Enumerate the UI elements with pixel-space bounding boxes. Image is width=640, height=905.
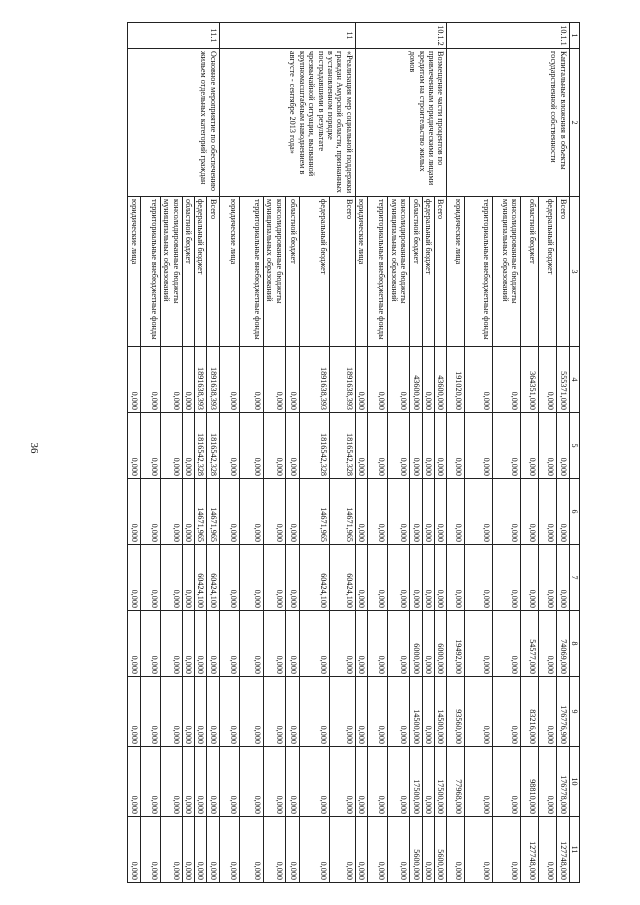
- amount-cell: 43600,000: [434, 347, 446, 413]
- funding-source-label: консолидированные бюджеты муниципальных образований: [493, 197, 521, 347]
- amount-cell: 0,000: [239, 545, 263, 611]
- amount-cell: 0,000: [539, 545, 557, 611]
- row-code: 10.1.2: [355, 23, 447, 49]
- amount-cell: 0,000: [140, 817, 160, 883]
- funding-source-label: консолидированные бюджеты муниципальных образований: [263, 197, 285, 347]
- amount-cell: 0,000: [388, 347, 410, 413]
- amount-cell: 5600,000: [434, 817, 446, 883]
- header-row: [569, 23, 579, 883]
- amount-cell: 0,000: [422, 677, 434, 747]
- amount-cell: 0,000: [285, 545, 299, 611]
- amount-cell: 0,000: [285, 677, 299, 747]
- amount-cell: 0,000: [239, 611, 263, 677]
- amount-cell: 0,000: [493, 347, 521, 413]
- amount-cell: 0,000: [447, 413, 465, 479]
- amount-cell: 0,000: [128, 545, 140, 611]
- row-code: 10.1.1: [447, 23, 569, 49]
- amount-cell: 1816542,328: [299, 413, 329, 479]
- amount-cell: 0,000: [239, 817, 263, 883]
- amount-cell: 0,000: [285, 611, 299, 677]
- funding-source-label: юридические лица: [447, 197, 465, 347]
- amount-cell: 0,000: [539, 677, 557, 747]
- amount-cell: 43600,000: [410, 347, 422, 413]
- funding-source-label: территориальные внебюджетные фонды: [465, 197, 493, 347]
- amount-cell: 14671,965: [207, 479, 219, 545]
- amount-cell: 0,000: [465, 347, 493, 413]
- amount-cell: 0,000: [160, 413, 182, 479]
- amount-cell: 0,000: [128, 817, 140, 883]
- amount-cell: 14671,965: [195, 479, 207, 545]
- amount-cell: 0,000: [521, 479, 539, 545]
- amount-cell: 0,000: [285, 817, 299, 883]
- amount-cell: 0,000: [355, 413, 367, 479]
- funding-source-label: федеральный бюджет: [299, 197, 329, 347]
- amount-cell: 0,000: [263, 747, 285, 817]
- amount-cell: 555371,000: [557, 347, 569, 413]
- activity-title: Капитальные вложения в объекты государственной собственности: [447, 49, 569, 197]
- amount-cell: 0,000: [521, 545, 539, 611]
- amount-cell: 77968,000: [447, 747, 465, 817]
- amount-cell: 0,000: [140, 611, 160, 677]
- amount-cell: 17500,000: [434, 747, 446, 817]
- amount-cell: 19492,000: [447, 611, 465, 677]
- amount-cell: 1891638,393: [207, 347, 219, 413]
- amount-cell: 0,000: [160, 479, 182, 545]
- amount-cell: 0,000: [557, 479, 569, 545]
- amount-cell: 0,000: [219, 413, 239, 479]
- amount-cell: 0,000: [160, 817, 182, 883]
- funding-source-label: Всего: [329, 197, 355, 347]
- funding-source-label: консолидированные бюджеты муниципальных образований: [160, 197, 182, 347]
- amount-cell: 0,000: [195, 817, 207, 883]
- amount-cell: 0,000: [422, 413, 434, 479]
- amount-cell: 0,000: [447, 545, 465, 611]
- amount-cell: 60424,100: [329, 545, 355, 611]
- row-code: 11.1: [128, 23, 220, 49]
- amount-cell: 0,000: [493, 817, 521, 883]
- column-header: 11: [569, 817, 579, 883]
- amount-cell: 0,000: [299, 747, 329, 817]
- amount-cell: 1891638,393: [329, 347, 355, 413]
- amount-cell: 14500,000: [410, 677, 422, 747]
- column-header: 9: [569, 677, 579, 747]
- amount-cell: 0,000: [140, 747, 160, 817]
- amount-cell: 0,000: [388, 479, 410, 545]
- amount-cell: 0,000: [128, 611, 140, 677]
- amount-cell: 0,000: [388, 677, 410, 747]
- amount-cell: 0,000: [263, 413, 285, 479]
- amount-cell: 0,000: [182, 413, 194, 479]
- amount-cell: 0,000: [128, 747, 140, 817]
- amount-cell: 0,000: [128, 479, 140, 545]
- amount-cell: 0,000: [465, 747, 493, 817]
- amount-cell: 0,000: [329, 611, 355, 677]
- amount-cell: 0,000: [160, 611, 182, 677]
- table-body: [128, 23, 569, 883]
- amount-cell: 0,000: [219, 611, 239, 677]
- column-header: 2: [569, 49, 579, 197]
- column-header: 6: [569, 479, 579, 545]
- amount-cell: 0,000: [557, 545, 569, 611]
- amount-cell: 0,000: [368, 347, 388, 413]
- amount-cell: 83216,000: [521, 677, 539, 747]
- amount-cell: 0,000: [195, 611, 207, 677]
- amount-cell: 0,000: [263, 545, 285, 611]
- amount-cell: 0,000: [207, 747, 219, 817]
- amount-cell: 0,000: [329, 677, 355, 747]
- amount-cell: 0,000: [128, 677, 140, 747]
- amount-cell: 0,000: [239, 677, 263, 747]
- amount-cell: 0,000: [207, 611, 219, 677]
- funding-source-label: областной бюджет: [285, 197, 299, 347]
- activity-title: «Реализация мер социальной поддержки граждан Амурской области, признанных в установленном порядке пострадавшими в результате чрезвычайной ситуации, вызванной крупномасштабным наводнением в августе - сентябре 2013 года»: [219, 49, 355, 197]
- amount-cell: 1891638,393: [299, 347, 329, 413]
- amount-cell: 0,000: [355, 747, 367, 817]
- amount-cell: 0,000: [219, 677, 239, 747]
- amount-cell: 0,000: [422, 817, 434, 883]
- amount-cell: 0,000: [182, 817, 194, 883]
- amount-cell: 0,000: [493, 611, 521, 677]
- amount-cell: 0,000: [219, 545, 239, 611]
- amount-cell: 0,000: [299, 611, 329, 677]
- amount-cell: 0,000: [355, 611, 367, 677]
- amount-cell: 0,000: [410, 479, 422, 545]
- amount-cell: 0,000: [299, 817, 329, 883]
- amount-cell: 0,000: [368, 479, 388, 545]
- table-row: [329, 23, 355, 883]
- amount-cell: 0,000: [195, 677, 207, 747]
- column-header: 3: [569, 197, 579, 347]
- funding-source-label: федеральный бюджет: [539, 197, 557, 347]
- amount-cell: 0,000: [465, 611, 493, 677]
- funding-source-label: Всего: [557, 197, 569, 347]
- amount-cell: 0,000: [182, 677, 194, 747]
- amount-cell: 0,000: [329, 817, 355, 883]
- amount-cell: 364351,000: [521, 347, 539, 413]
- funding-source-label: территориальные внебюджетные фонды: [239, 197, 263, 347]
- amount-cell: 0,000: [422, 611, 434, 677]
- amount-cell: 0,000: [422, 545, 434, 611]
- funding-source-label: Всего: [207, 197, 219, 347]
- funding-source-label: консолидированные бюджеты муниципальных образований: [388, 197, 410, 347]
- amount-cell: 0,000: [465, 817, 493, 883]
- amount-cell: 0,000: [493, 677, 521, 747]
- amount-cell: 0,000: [368, 611, 388, 677]
- amount-cell: 0,000: [182, 347, 194, 413]
- amount-cell: 0,000: [219, 747, 239, 817]
- amount-cell: 0,000: [263, 479, 285, 545]
- amount-cell: 0,000: [160, 747, 182, 817]
- amount-cell: 0,000: [182, 747, 194, 817]
- column-header: 10: [569, 747, 579, 817]
- amount-cell: 0,000: [539, 817, 557, 883]
- funding-source-label: областной бюджет: [410, 197, 422, 347]
- amount-cell: 0,000: [465, 413, 493, 479]
- amount-cell: 0,000: [557, 413, 569, 479]
- amount-cell: 0,000: [368, 413, 388, 479]
- rotated-sheet: [80, 22, 580, 882]
- funding-source-label: территориальные внебюджетные фонды: [368, 197, 388, 347]
- amount-cell: 74069,000: [557, 611, 569, 677]
- amount-cell: 0,000: [388, 747, 410, 817]
- activity-title: Возмещение части процентов по привлеченным юридическими лицами кредитам на строительство жилых домов: [355, 49, 447, 197]
- amount-cell: 0,000: [465, 479, 493, 545]
- amount-cell: 0,000: [422, 479, 434, 545]
- amount-cell: 1816542,328: [195, 413, 207, 479]
- column-header: 4: [569, 347, 579, 413]
- amount-cell: 0,000: [239, 479, 263, 545]
- column-header: 8: [569, 611, 579, 677]
- amount-cell: 0,000: [388, 413, 410, 479]
- amount-cell: 0,000: [140, 677, 160, 747]
- funding-source-label: областной бюджет: [521, 197, 539, 347]
- amount-cell: 0,000: [388, 545, 410, 611]
- amount-cell: 14671,965: [329, 479, 355, 545]
- amount-cell: 1816542,328: [329, 413, 355, 479]
- amount-cell: 0,000: [219, 479, 239, 545]
- table-row: [207, 23, 219, 883]
- amount-cell: 0,000: [539, 747, 557, 817]
- amount-cell: 0,000: [128, 413, 140, 479]
- amount-cell: 0,000: [388, 611, 410, 677]
- amount-cell: 0,000: [263, 611, 285, 677]
- amount-cell: 0,000: [539, 479, 557, 545]
- amount-cell: 0,000: [355, 817, 367, 883]
- amount-cell: 0,000: [219, 347, 239, 413]
- amount-cell: 93560,000: [447, 677, 465, 747]
- funding-source-label: юридические лица: [128, 197, 140, 347]
- amount-cell: 0,000: [263, 817, 285, 883]
- amount-cell: 0,000: [493, 413, 521, 479]
- amount-cell: 0,000: [285, 747, 299, 817]
- budget-table: [127, 22, 580, 883]
- amount-cell: 0,000: [434, 413, 446, 479]
- amount-cell: 0,000: [422, 747, 434, 817]
- amount-cell: 0,000: [368, 545, 388, 611]
- amount-cell: 1816542,328: [207, 413, 219, 479]
- amount-cell: 0,000: [219, 817, 239, 883]
- amount-cell: 0,000: [447, 479, 465, 545]
- amount-cell: 0,000: [160, 677, 182, 747]
- amount-cell: 60424,100: [195, 545, 207, 611]
- amount-cell: 0,000: [434, 545, 446, 611]
- amount-cell: 0,000: [239, 413, 263, 479]
- activity-title: Основное мероприятие по обеспечению жильем отдельных категорий граждан: [128, 49, 220, 197]
- amount-cell: 6000,000: [410, 611, 422, 677]
- funding-source-label: федеральный бюджет: [195, 197, 207, 347]
- amount-cell: 17500,000: [410, 747, 422, 817]
- amount-cell: 0,000: [355, 347, 367, 413]
- amount-cell: 0,000: [128, 347, 140, 413]
- table-row: [434, 23, 446, 883]
- amount-cell: 0,000: [539, 413, 557, 479]
- funding-source-label: областной бюджет: [182, 197, 194, 347]
- amount-cell: 127748,000: [521, 817, 539, 883]
- amount-cell: 0,000: [355, 479, 367, 545]
- amount-cell: 0,000: [434, 479, 446, 545]
- amount-cell: 0,000: [410, 413, 422, 479]
- amount-cell: 0,000: [140, 347, 160, 413]
- amount-cell: 0,000: [368, 817, 388, 883]
- amount-cell: 0,000: [160, 347, 182, 413]
- amount-cell: 0,000: [410, 545, 422, 611]
- column-header: 5: [569, 413, 579, 479]
- amount-cell: 0,000: [493, 747, 521, 817]
- amount-cell: 0,000: [368, 677, 388, 747]
- amount-cell: 0,000: [493, 479, 521, 545]
- amount-cell: 0,000: [140, 545, 160, 611]
- amount-cell: 0,000: [263, 347, 285, 413]
- amount-cell: 127748,000: [557, 817, 569, 883]
- amount-cell: 14671,965: [299, 479, 329, 545]
- amount-cell: 0,000: [465, 545, 493, 611]
- amount-cell: 0,000: [299, 677, 329, 747]
- funding-source-label: юридические лица: [219, 197, 239, 347]
- amount-cell: 14500,000: [434, 677, 446, 747]
- amount-cell: 0,000: [521, 413, 539, 479]
- row-code: 11: [219, 23, 355, 49]
- amount-cell: 0,000: [239, 347, 263, 413]
- amount-cell: 0,000: [207, 677, 219, 747]
- amount-cell: 0,000: [355, 677, 367, 747]
- amount-cell: 0,000: [263, 677, 285, 747]
- amount-cell: 0,000: [182, 611, 194, 677]
- amount-cell: 0,000: [285, 479, 299, 545]
- amount-cell: 54577,000: [521, 611, 539, 677]
- amount-cell: 0,000: [207, 817, 219, 883]
- amount-cell: 0,000: [140, 479, 160, 545]
- funding-source-label: Всего: [434, 197, 446, 347]
- table-row: [557, 23, 569, 883]
- amount-cell: 60424,100: [207, 545, 219, 611]
- amount-cell: 0,000: [285, 347, 299, 413]
- amount-cell: 98810,000: [521, 747, 539, 817]
- amount-cell: 0,000: [355, 545, 367, 611]
- funding-source-label: территориальные внебюджетные фонды: [140, 197, 160, 347]
- amount-cell: 0,000: [182, 545, 194, 611]
- amount-cell: 176778,000: [557, 747, 569, 817]
- amount-cell: 6000,000: [434, 611, 446, 677]
- amount-cell: 0,000: [388, 817, 410, 883]
- amount-cell: 0,000: [182, 479, 194, 545]
- amount-cell: 1891638,393: [195, 347, 207, 413]
- amount-cell: 0,000: [329, 747, 355, 817]
- column-header: 7: [569, 545, 579, 611]
- funding-source-label: федеральный бюджет: [422, 197, 434, 347]
- page-number: 36: [28, 442, 40, 454]
- amount-cell: 60424,100: [299, 545, 329, 611]
- amount-cell: 0,000: [160, 545, 182, 611]
- amount-cell: 0,000: [465, 677, 493, 747]
- amount-cell: 0,000: [539, 347, 557, 413]
- amount-cell: 0,000: [447, 817, 465, 883]
- amount-cell: 5600,000: [410, 817, 422, 883]
- amount-cell: 0,000: [422, 347, 434, 413]
- amount-cell: 0,000: [239, 747, 263, 817]
- amount-cell: 0,000: [493, 545, 521, 611]
- funding-source-label: юридические лица: [355, 197, 367, 347]
- amount-cell: 191020,000: [447, 347, 465, 413]
- amount-cell: 0,000: [539, 611, 557, 677]
- amount-cell: 0,000: [140, 413, 160, 479]
- amount-cell: 0,000: [285, 413, 299, 479]
- amount-cell: 176776,900: [557, 677, 569, 747]
- amount-cell: 0,000: [195, 747, 207, 817]
- column-header: 1: [569, 23, 579, 49]
- amount-cell: 0,000: [368, 747, 388, 817]
